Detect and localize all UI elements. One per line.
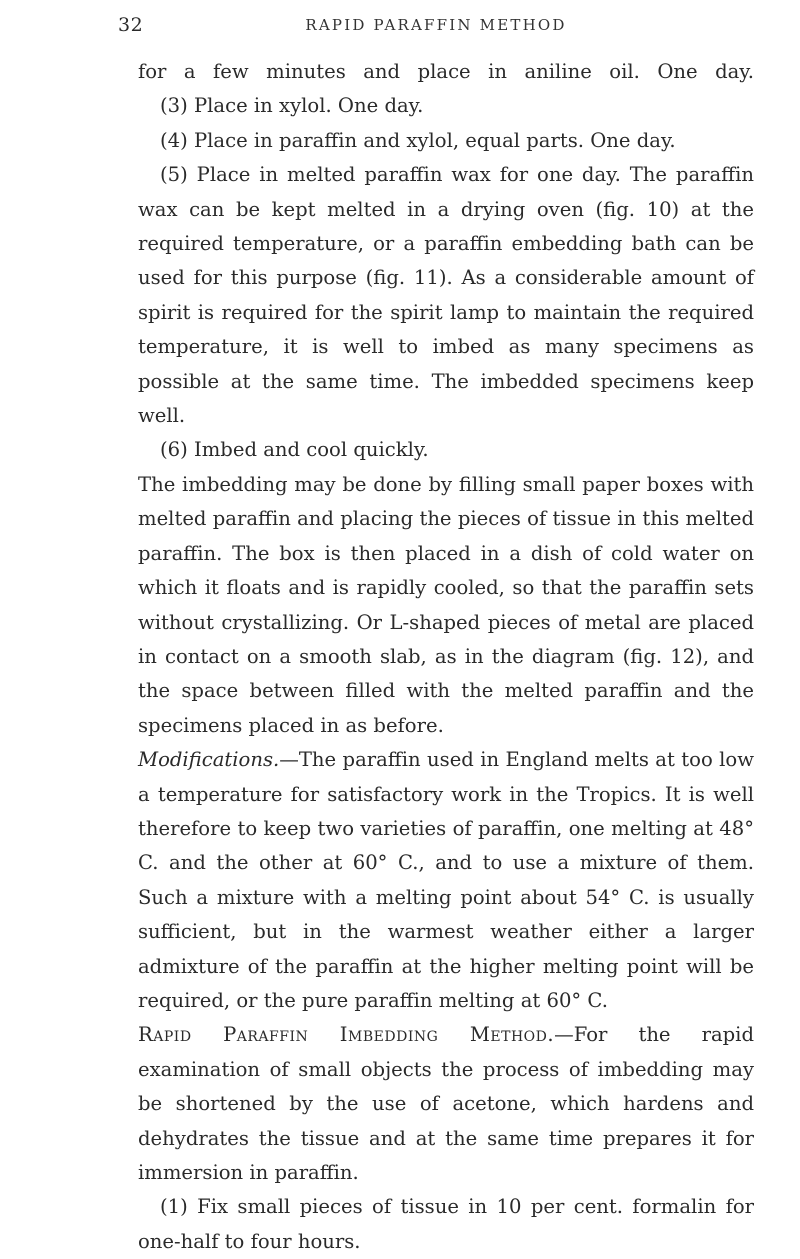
paragraph-rapid-method bbox=[138, 1018, 754, 1190]
step-5: (5) Place in melted paraffin wax for one day. The paraffin wax can be kept melted in a drying oven (fig. 10) at the required temperature, or a paraffin embedding bath can be used for this purpose (fig. 11). As a considerable amount of spirit is required for the spirit lamp to maintain the required temperature, it is well to imbed as many specimens as possible at the same time. The imbedded specimens keep well. bbox=[138, 163, 754, 428]
step-3: (3) Place in xylol. One day. bbox=[160, 94, 424, 118]
step-4: (4) Place in paraffin and xylol, equal parts. One day. bbox=[160, 128, 676, 152]
body-text bbox=[138, 55, 754, 1259]
modifications-heading: Modifications. bbox=[138, 748, 280, 772]
modifications-text: —The paraffin used in England melts at too low a temperature for satisfactory work in the Tropics. It is well therefore to keep two varieties of paraffin, one melting at 48° C. and the other at 60° C., and to use a mixture of them. Such a mixture with a melting point about 54° C. is usually sufficient, but in the warmest weather either a larger admixture of the paraffin at the higher melting point will be required, or the pure paraffin melting at 60° C. bbox=[138, 748, 754, 1012]
paragraph-modifications bbox=[138, 743, 754, 1018]
page-number: 32 bbox=[118, 14, 144, 36]
rapid-method-heading: Rapid Paraffin Imbedding Method. bbox=[138, 1023, 555, 1047]
paragraph-imbedding: The imbedding may be done by filling small paper boxes with melted paraffin and placing the pieces of tissue in this melted paraffin. The box is then placed in a dish of cold water on which it floats and is rapidly cooled, so that the paraffin sets without crystallizing. Or L-shaped pieces of metal are placed in contact on a smooth slab, as in the diagram (fig. 12), and the space between filled with the melted paraffin and the specimens placed in as before. bbox=[138, 472, 754, 737]
rapid-method-text: —For the rapid examination of small objects the process of imbedding may be shortened by the use of acetone, which hardens and dehydrates the tissue and at the same time prepares it for immersion in paraffin. bbox=[138, 1023, 754, 1184]
running-head bbox=[118, 14, 754, 44]
paragraph-continuation: for a few minutes and place in aniline oil. One day. bbox=[138, 60, 754, 83]
running-title: RAPID PARAFFIN METHOD bbox=[305, 16, 567, 34]
step-1: (1) Fix small pieces of tissue in 10 per cent. formalin for one-half to four hours. bbox=[138, 1195, 754, 1253]
step-6: (6) Imbed and cool quickly. bbox=[160, 438, 429, 462]
